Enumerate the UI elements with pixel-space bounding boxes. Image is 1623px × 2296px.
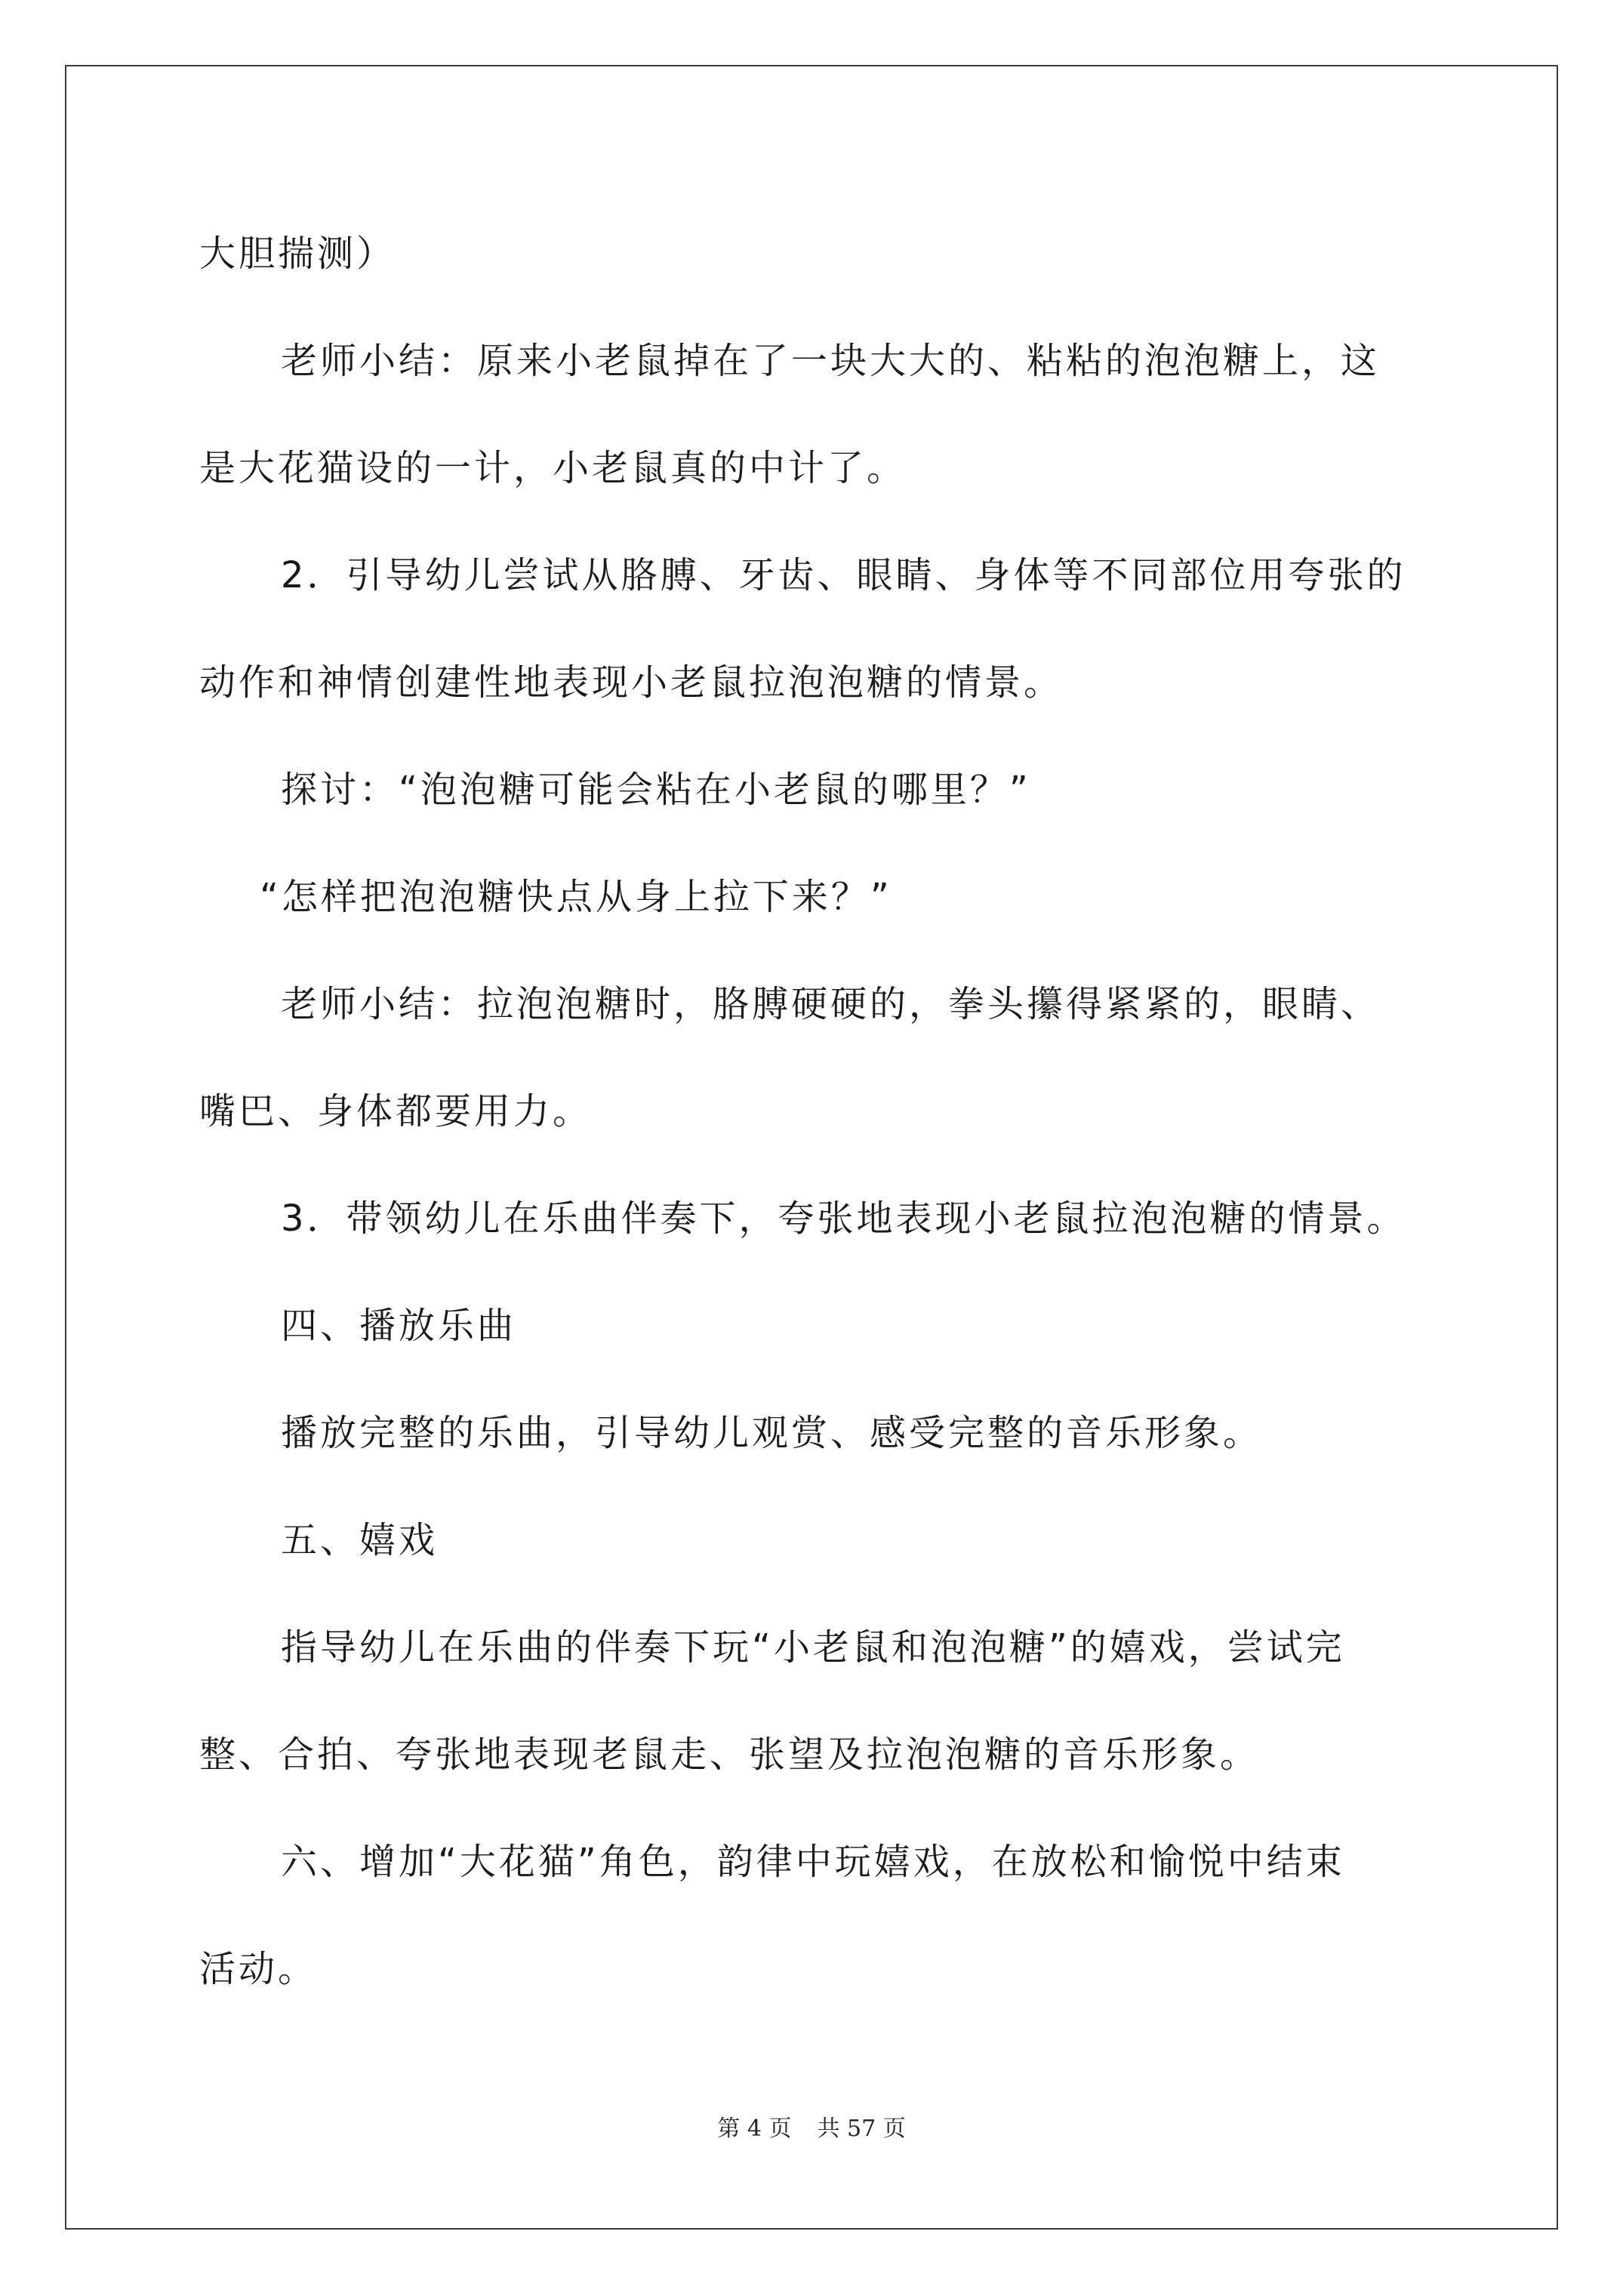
- body-text-line: 嘴巴、身体都要用力。: [199, 1090, 593, 1133]
- body-text-line: 是大花猫设的一计，小老鼠真的中计了。: [199, 447, 907, 489]
- section-heading: 四、播放乐曲: [281, 1305, 517, 1347]
- page-number: 第 4 页: [717, 2116, 792, 2142]
- body-text-line: 整、合拍、夸张地表现老鼠走、张望及拉泡泡糖的音乐形象。: [199, 1734, 1260, 1776]
- body-text-line: 动作和神情创建性地表现小老鼠拉泡泡糖的情景。: [199, 661, 1064, 704]
- body-text-line: 探讨：“泡泡糖可能会粘在小老鼠的哪里？”: [281, 769, 1031, 811]
- page-footer: [0, 2114, 1623, 2144]
- body-text-line: 指导幼儿在乐曲的伴奏下玩“小老鼠和泡泡糖”的嬉戏，尝试完: [281, 1626, 1345, 1669]
- body-text-line: 老师小结：原来小老鼠掉在了一块大大的、粘粘的泡泡糖上，这: [281, 340, 1381, 382]
- page-border: [65, 65, 1558, 2230]
- body-text-line: 播放完整的乐曲，引导幼儿观赏、感受完整的音乐形象。: [281, 1412, 1263, 1454]
- body-text-line: “怎样把泡泡糖快点从身上拉下来？”: [260, 876, 892, 918]
- section-heading: 六、增加“大花猫”角色，韵律中玩嬉戏，在放松和愉悦中结束: [281, 1841, 1345, 1883]
- body-text-line: 3．带领幼儿在乐曲伴奏下，夸张地表现小老鼠拉泡泡糖的情景。: [281, 1197, 1406, 1240]
- body-text-line: 活动。: [199, 1948, 318, 1990]
- body-text-line: 大胆揣测）: [199, 233, 396, 275]
- body-text-line: 2．引导幼儿尝试从胳膊、牙齿、眼睛、身体等不同部位用夸张的: [281, 554, 1406, 596]
- body-text-line: 老师小结：拉泡泡糖时，胳膊硬硬的，拳头攥得紧紧的，眼睛、: [281, 983, 1381, 1025]
- page-total: 共 57 页: [817, 2116, 906, 2142]
- section-heading: 五、嬉戏: [281, 1519, 439, 1561]
